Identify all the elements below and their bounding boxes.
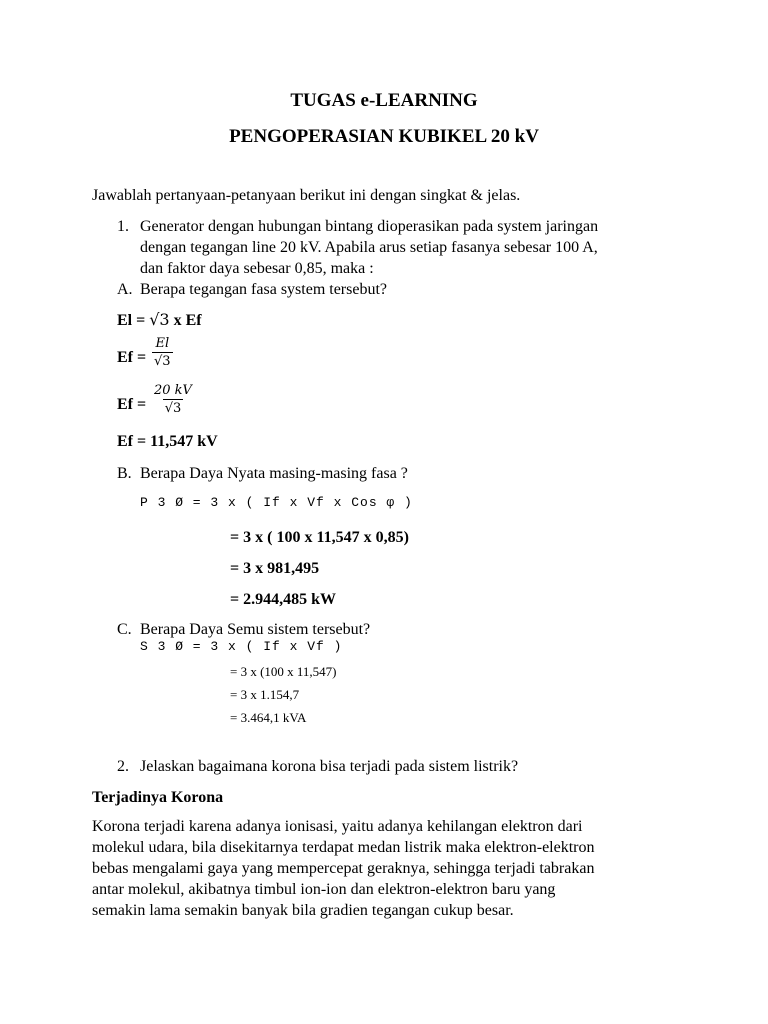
fraction-el-over-sqrt3 xyxy=(152,337,173,368)
sqrt-3-symbol: √3 xyxy=(149,310,170,329)
question-2-number: 2. xyxy=(117,758,129,775)
paragraph-line-5: semakin lama semakin banyak bila gradien tegangan cukup besar. xyxy=(92,902,514,919)
fraction-denominator: √3 xyxy=(154,354,171,369)
part-b-question: Berapa Daya Nyata masing-masing fasa ? xyxy=(140,465,408,482)
part-b-formula: P 3 Ø = 3 x ( If x Vf x Cos φ ) xyxy=(140,495,413,510)
fraction-20kv-over-sqrt3 xyxy=(152,384,194,415)
equation-ef-result: Ef = 11,547 kV xyxy=(117,433,218,450)
question-1-line-1: Generator dengan hubungan bintang dioperasikan pada system jaringan xyxy=(140,218,599,235)
question-1-line-2: dengan tegangan line 20 kV. Apabila arus setiap fasanya sebesar 100 A, xyxy=(140,239,598,256)
part-c-label: C. xyxy=(117,621,132,638)
part-b-step-2: = 3 x 981,495 xyxy=(230,560,320,577)
part-c-step-1: = 3 x (100 x 11,547) xyxy=(230,664,337,679)
fraction-denominator: √3 xyxy=(164,401,182,416)
equation-ef-1-left: Ef = xyxy=(117,349,147,366)
fraction-numerator: El xyxy=(155,336,170,351)
question-1-line-3: dan faktor daya sebesar 0,85, maka : xyxy=(140,260,374,277)
part-b-label: B. xyxy=(117,465,132,482)
fraction-numerator: 20 kV xyxy=(154,383,192,398)
question-1-number: 1. xyxy=(117,218,129,235)
part-c-step-2: = 3 x 1.154,7 xyxy=(230,687,300,702)
document-subtitle: PENGOPERASIAN KUBIKEL 20 kV xyxy=(229,126,539,147)
part-a-label: A. xyxy=(117,281,133,298)
part-b-step-3: = 2.944,485 kW xyxy=(230,591,337,608)
part-c-step-3: = 3.464,1 kVA xyxy=(230,710,307,725)
instruction-text: Jawablah pertanyaan-petanyaan berikut ini dengan singkat & jelas. xyxy=(92,187,521,204)
section-heading-korona: Terjadinya Korona xyxy=(92,789,224,806)
part-b-step-1: = 3 x ( 100 x 11,547 x 0,85) xyxy=(230,529,409,546)
paragraph-line-2: molekul udara, bila disekitarnya terdapat medan listrik maka elektron-elektron xyxy=(92,839,595,856)
part-c-formula: S 3 Ø = 3 x ( If x Vf ) xyxy=(140,639,343,654)
equation-ef-2-left: Ef = xyxy=(117,396,147,413)
paragraph-line-3: bebas mengalami gaya yang mempercepat geraknya, sehingga terjadi tabrakan xyxy=(92,860,595,877)
equation-el-left: El = xyxy=(117,312,150,329)
equation-el-right: x Ef xyxy=(169,312,202,329)
paragraph-line-4: antar molekul, akibatnya timbul ion-ion dan elektron-elektron baru yang xyxy=(92,881,556,898)
document-title: TUGAS e-LEARNING xyxy=(290,90,478,111)
part-c-question: Berapa Daya Semu sistem tersebut? xyxy=(140,621,371,638)
paragraph-line-1: Korona terjadi karena adanya ionisasi, yaitu adanya kehilangan elektron dari xyxy=(92,818,583,835)
question-2-text: Jelaskan bagaimana korona bisa terjadi pada sistem listrik? xyxy=(140,758,519,775)
equation-el xyxy=(117,312,202,329)
part-a-question: Berapa tegangan fasa system tersebut? xyxy=(140,281,388,298)
